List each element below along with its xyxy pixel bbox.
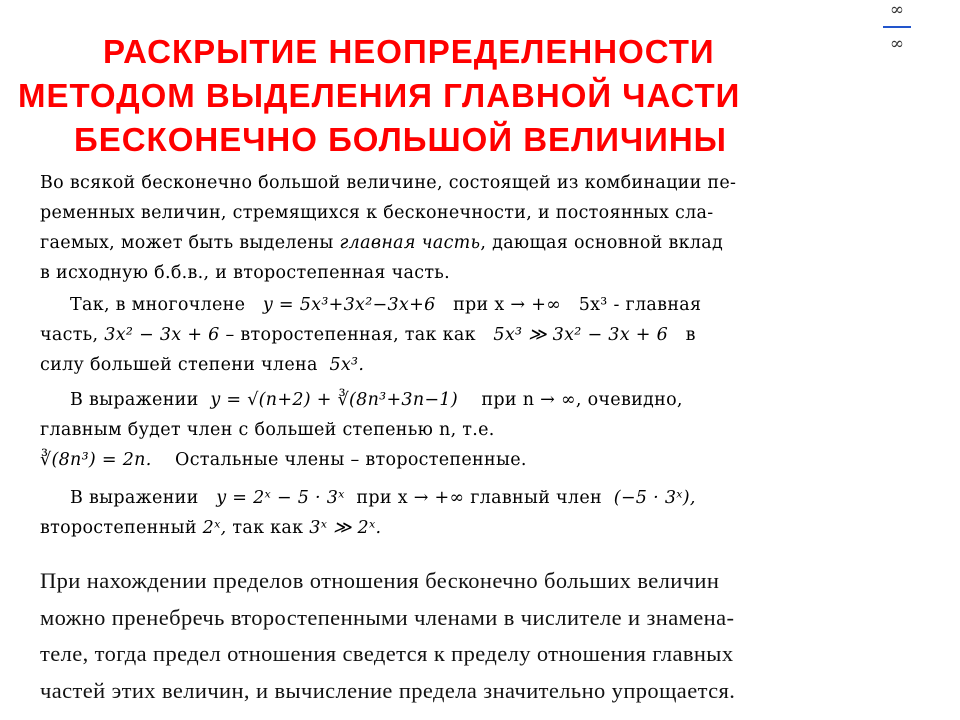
- text-line: [40, 483, 930, 513]
- text-line: [40, 228, 930, 258]
- text-fragment: часть,: [40, 325, 99, 345]
- math-formula: y = 2ˣ − 5 · 3ˣ: [216, 488, 345, 508]
- text-line: ременных величин, стремящихся к бесконечности, и постоянных сла-: [40, 203, 714, 223]
- text-line: [40, 513, 930, 543]
- text-line: можно пренебречь второстепенными членами в числителе и знамена-: [40, 604, 735, 630]
- infinity-denominator: ∞: [889, 34, 905, 54]
- math-formula: y = √(n+2) + ∛(8n³+3n−1): [210, 390, 458, 410]
- text-fragment: Остальные члены – второстепенные.: [175, 450, 527, 470]
- text-line: [40, 385, 930, 415]
- text-line: главным будет член с большей степенью n, т.е.: [40, 420, 495, 440]
- math-formula: y = 5x³+3x²−3x+6: [262, 295, 436, 315]
- text-fragment: 5x³ - главная: [578, 295, 702, 315]
- text-line: [40, 320, 930, 350]
- text-fragment: при x → +∞ главный член: [356, 488, 602, 508]
- conclusion-paragraph: [40, 563, 940, 709]
- text-fragment: В выражении: [70, 390, 199, 410]
- text-fragment: при n → ∞, очевидно,: [481, 390, 683, 410]
- math-formula: (−5 · 3ˣ),: [613, 488, 696, 508]
- text-line: частей этих величин, и вычисление предела значительно упрощается.: [40, 677, 736, 703]
- math-formula: 2ˣ,: [202, 518, 227, 538]
- text-fragment: второстепенный: [40, 518, 197, 538]
- text-line: теле, тогда предел отношения сведется к пределу отношения главных: [40, 641, 734, 666]
- paragraph-polynomial-example: [40, 290, 930, 380]
- slide-title: [0, 30, 960, 162]
- text-fragment: в: [685, 325, 696, 345]
- math-formula: 3ˣ ≫ 2ˣ.: [309, 518, 382, 538]
- title-line-3: БЕСКОНЕЧНО БОЛЬШОЙ ВЕЛИЧИНЫ: [74, 121, 727, 158]
- paragraph-root-example: [40, 385, 930, 475]
- infinity-numerator: ∞: [889, 0, 905, 20]
- text-line: [40, 290, 930, 320]
- emphasis-term: главная часть: [339, 233, 481, 253]
- text-line: Во всякой бесконечно большой величине, состоящей из комбинации пе-: [40, 173, 737, 193]
- text-line: При нахождении пределов отношения бесконечно больших величин: [40, 568, 720, 593]
- title-line-2: МЕТОДОМ ВЫДЕЛЕНИЯ ГЛАВНОЙ ЧАСТИ: [18, 77, 741, 114]
- text-fragment: Так, в многочлене: [70, 295, 246, 315]
- math-formula: 5x³.: [329, 355, 365, 375]
- text-fragment: гаемых, может быть выделены: [40, 233, 340, 253]
- math-condition: при x → +∞: [453, 295, 562, 315]
- paragraph-definition: [40, 168, 930, 288]
- math-formula: ∛(8n³) = 2n.: [40, 450, 152, 470]
- text-fragment: так как: [232, 518, 304, 538]
- paragraph-exponential-example: [40, 483, 930, 543]
- text-fragment: – второстепенная, так как: [225, 325, 476, 345]
- text-fragment: В выражении: [70, 488, 199, 508]
- infinity-fraction-icon: [880, 0, 914, 70]
- title-line-1: РАСКРЫТИЕ НЕОПРЕДЕЛЕННОСТИ: [103, 33, 715, 70]
- text-line: [40, 350, 930, 380]
- text-line: в исходную б.б.в., и второстепенная часть.: [40, 263, 450, 283]
- text-fragment: , дающая основной вклад: [480, 233, 724, 253]
- text-fragment: силу большей степени члена: [40, 355, 318, 375]
- fraction-bar: [883, 26, 911, 28]
- math-formula: 3x² − 3x + 6: [104, 325, 220, 345]
- text-line: [40, 445, 930, 475]
- math-formula: 5x³ ≫ 3x² − 3x + 6: [493, 325, 669, 345]
